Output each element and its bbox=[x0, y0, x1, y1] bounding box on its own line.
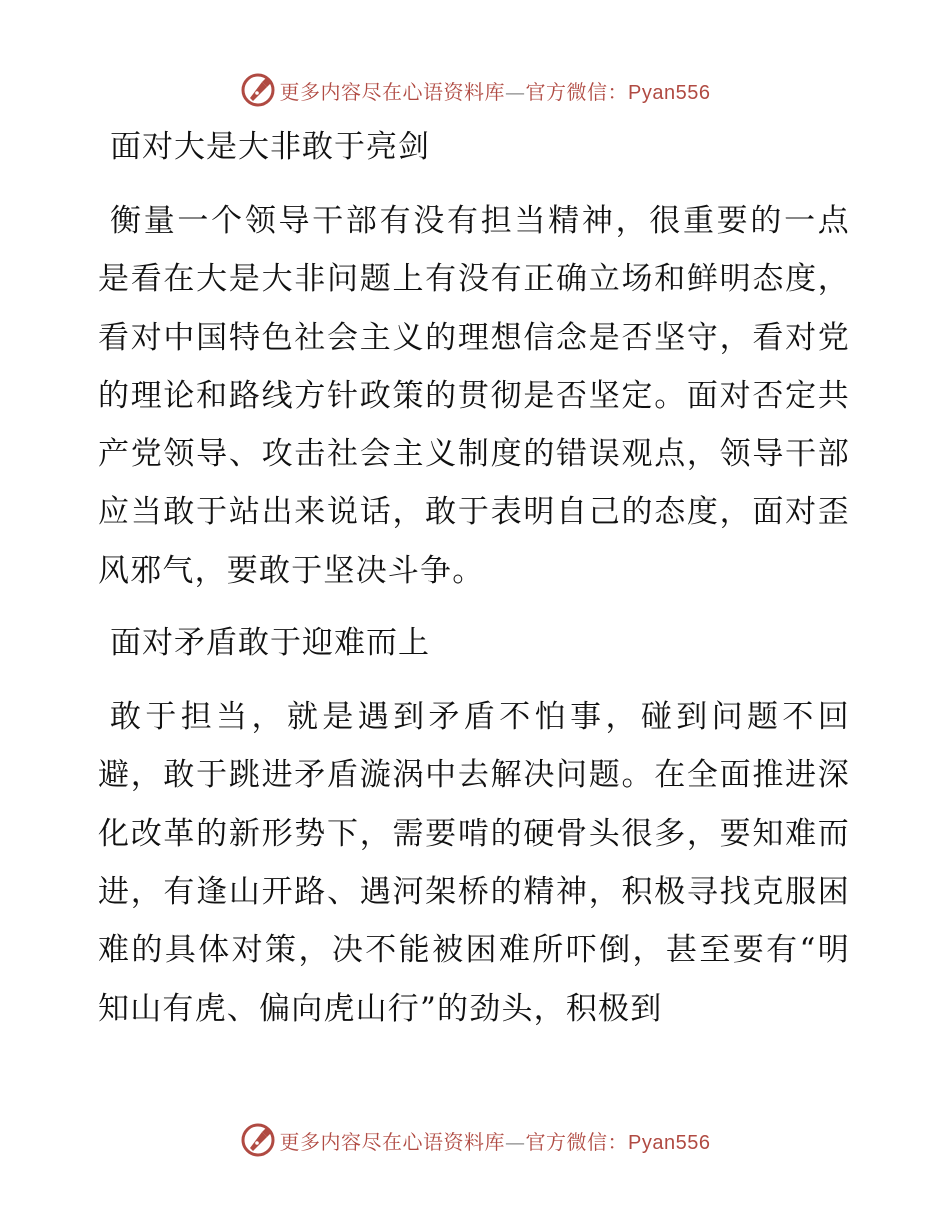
header-banner-separator: — bbox=[505, 79, 526, 104]
footer-banner-site: 更多内容尽在心语资料库 bbox=[279, 1129, 506, 1154]
section-heading-1: 面对大是大非敢于亮剑 bbox=[110, 129, 430, 165]
section-heading-2: 面对矛盾敢于迎难而上 bbox=[110, 625, 430, 662]
section-paragraph-1: 衡量一个领导干部有没有担当精神，很重要的一点是看在大是大非问题上有没有正确立场和鲜明态度，看对中国特色社会主义的理想信念是否坚守，看对党的理论和路线方针政策的贯彻是否坚定。面对否定共产党领导、攻击社会主义制度的错误观点，领导干部应当敢于站出来说话，敢于表明自己的态度，面对歪风邪气，要敢于坚决斗争。 bbox=[98, 203, 850, 589]
header-banner-site: 更多内容尽在心语资料库 bbox=[279, 79, 506, 104]
section-paragraph-2: 敢于担当，就是遇到矛盾不怕事，碰到问题不回避，敢于跳进矛盾漩涡中去解决问题。在全面推进深化改革的新形势下，需要啃的硬骨头很多，要知难而进，有逢山开路、遇河架桥的精神，积极寻找克服困难的具体对策，决不能被困难所吓倒，甚至要有“明知山有虎、偏向虎山行”的劲头，积极到 bbox=[98, 699, 850, 1027]
footer-banner-wechat-label: 官方微信： bbox=[525, 1129, 629, 1154]
header-banner bbox=[0, 68, 950, 112]
pen-nib-logo-icon bbox=[240, 72, 276, 108]
pen-nib-logo-icon bbox=[240, 1122, 276, 1158]
document-body bbox=[98, 118, 850, 1038]
footer-banner-wechat-id: Pyan556 bbox=[628, 1131, 711, 1154]
footer-banner bbox=[0, 1118, 950, 1162]
header-banner-wechat-label: 官方微信： bbox=[525, 79, 629, 104]
header-banner-wechat-id: Pyan556 bbox=[628, 81, 711, 104]
footer-banner-text bbox=[280, 1126, 711, 1155]
footer-banner-separator: — bbox=[505, 1129, 526, 1154]
header-banner-text bbox=[280, 76, 711, 105]
